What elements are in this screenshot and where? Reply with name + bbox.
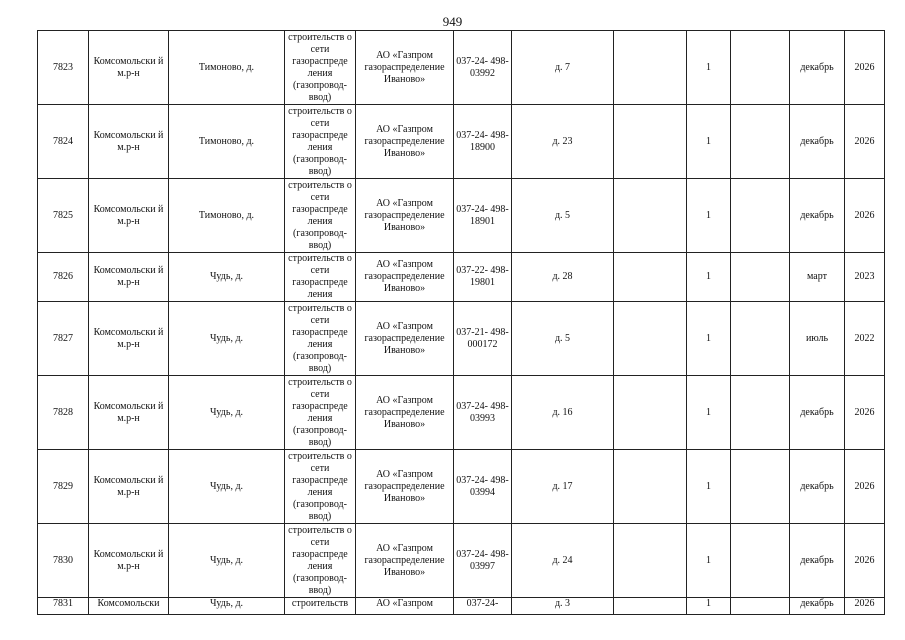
cell-num: 7825: [38, 179, 89, 253]
cell-year: 2026: [845, 376, 885, 450]
cell-c8: [614, 450, 687, 524]
cell-org: АО «Газпром газораспределение Иваново»: [356, 376, 454, 450]
table-row: [38, 598, 885, 615]
cell-qty: 1: [687, 302, 731, 376]
cell-c8: [614, 179, 687, 253]
table-row: [38, 376, 885, 450]
cell-district: Комсомольски й м.р-н: [89, 31, 169, 105]
cell-org: АО «Газпром газораспределение Иваново»: [356, 179, 454, 253]
cell-c10: [731, 376, 790, 450]
cell-month: июль: [790, 302, 845, 376]
cell-addr: д. 17: [512, 450, 614, 524]
cell-c10: [731, 302, 790, 376]
cell-c8: [614, 31, 687, 105]
cell-qty: 1: [687, 598, 731, 615]
cell-org: АО «Газпром газораспределение Иваново»: [356, 253, 454, 302]
cell-org: АО «Газпром газораспределение Иваново»: [356, 31, 454, 105]
cell-locality: Чудь, д.: [169, 376, 285, 450]
cell-year: 2026: [845, 31, 885, 105]
cell-code: 037-22- 498-19801: [454, 253, 512, 302]
cell-district: Комсомольски й м.р-н: [89, 376, 169, 450]
cell-year: 2026: [845, 179, 885, 253]
cell-addr: д. 28: [512, 253, 614, 302]
cell-code: 037-24- 498-03997: [454, 524, 512, 598]
cell-work: строительств о сети газораспреде ления (газопровод- ввод): [285, 376, 356, 450]
cell-year: 2022: [845, 302, 885, 376]
data-table: [37, 30, 885, 615]
cell-month: декабрь: [790, 598, 845, 615]
table-row: [38, 31, 885, 105]
cell-month: март: [790, 253, 845, 302]
cell-addr: д. 5: [512, 302, 614, 376]
cell-code: 037-24- 498-18900: [454, 105, 512, 179]
cell-month: декабрь: [790, 450, 845, 524]
cell-code: 037-24- 498-18901: [454, 179, 512, 253]
cell-month: декабрь: [790, 105, 845, 179]
cell-addr: д. 5: [512, 179, 614, 253]
table-row: [38, 524, 885, 598]
cell-year: 2026: [845, 524, 885, 598]
cell-c10: [731, 253, 790, 302]
cell-qty: 1: [687, 31, 731, 105]
cell-c10: [731, 598, 790, 615]
cell-qty: 1: [687, 105, 731, 179]
cell-locality: Чудь, д.: [169, 253, 285, 302]
cell-month: декабрь: [790, 179, 845, 253]
cell-year: 2026: [845, 105, 885, 179]
cell-year: 2026: [845, 450, 885, 524]
cell-locality: Тимоново, д.: [169, 105, 285, 179]
cell-month: декабрь: [790, 524, 845, 598]
cell-addr: д. 3: [512, 598, 614, 615]
cell-work: строительств о сети газораспреде ления (газопровод- ввод): [285, 524, 356, 598]
cell-work: строительств о сети газораспреде ления (газопровод- ввод): [285, 31, 356, 105]
cell-addr: д. 7: [512, 31, 614, 105]
cell-district: Комсомольски: [89, 598, 169, 615]
cell-c8: [614, 253, 687, 302]
cell-num: 7830: [38, 524, 89, 598]
cell-code: 037-24- 498-03993: [454, 376, 512, 450]
page-number: 949: [442, 14, 463, 29]
cell-code: 037-24-: [454, 598, 512, 615]
cell-num: 7826: [38, 253, 89, 302]
cell-num: 7828: [38, 376, 89, 450]
cell-c8: [614, 105, 687, 179]
cell-org: АО «Газпром газораспределение Иваново»: [356, 302, 454, 376]
table-row: [38, 253, 885, 302]
cell-org: АО «Газпром газораспределение Иваново»: [356, 524, 454, 598]
cell-num: 7829: [38, 450, 89, 524]
cell-qty: 1: [687, 524, 731, 598]
cell-c10: [731, 105, 790, 179]
cell-work: строительств: [285, 598, 356, 615]
cell-addr: д. 16: [512, 376, 614, 450]
cell-c8: [614, 598, 687, 615]
cell-year: 2026: [845, 598, 885, 615]
cell-month: декабрь: [790, 376, 845, 450]
table-row: [38, 302, 885, 376]
cell-num: 7823: [38, 31, 89, 105]
cell-c10: [731, 31, 790, 105]
cell-district: Комсомольски й м.р-н: [89, 302, 169, 376]
cell-org: АО «Газпром газораспределение Иваново»: [356, 105, 454, 179]
cell-year: 2023: [845, 253, 885, 302]
cell-work: строительств о сети газораспреде ления (газопровод- ввод): [285, 179, 356, 253]
cell-c10: [731, 524, 790, 598]
cell-c8: [614, 302, 687, 376]
cell-work: строительств о сети газораспреде ления: [285, 253, 356, 302]
cell-district: Комсомольски й м.р-н: [89, 253, 169, 302]
cell-c10: [731, 450, 790, 524]
cell-district: Комсомольски й м.р-н: [89, 450, 169, 524]
cell-c8: [614, 376, 687, 450]
table-row: [38, 179, 885, 253]
cell-org: АО «Газпром: [356, 598, 454, 615]
cell-work: строительств о сети газораспреде ления (газопровод- ввод): [285, 450, 356, 524]
cell-qty: 1: [687, 253, 731, 302]
cell-num: 7824: [38, 105, 89, 179]
table-row: [38, 450, 885, 524]
cell-qty: 1: [687, 376, 731, 450]
cell-num: 7827: [38, 302, 89, 376]
cell-locality: Чудь, д.: [169, 450, 285, 524]
cell-org: АО «Газпром газораспределение Иваново»: [356, 450, 454, 524]
cell-addr: д. 23: [512, 105, 614, 179]
cell-code: 037-24- 498-03992: [454, 31, 512, 105]
cell-num: 7831: [38, 598, 89, 615]
cell-qty: 1: [687, 450, 731, 524]
table-row: [38, 105, 885, 179]
cell-locality: Чудь, д.: [169, 302, 285, 376]
cell-locality: Тимоново, д.: [169, 179, 285, 253]
cell-code: 037-24- 498-03994: [454, 450, 512, 524]
cell-locality: Чудь, д.: [169, 598, 285, 615]
cell-c8: [614, 524, 687, 598]
cell-work: строительств о сети газораспреде ления (газопровод- ввод): [285, 302, 356, 376]
cell-district: Комсомольски й м.р-н: [89, 105, 169, 179]
cell-code: 037-21- 498- 000172: [454, 302, 512, 376]
cell-district: Комсомольски й м.р-н: [89, 179, 169, 253]
cell-qty: 1: [687, 179, 731, 253]
cell-locality: Чудь, д.: [169, 524, 285, 598]
cell-district: Комсомольски й м.р-н: [89, 524, 169, 598]
cell-c10: [731, 179, 790, 253]
cell-addr: д. 24: [512, 524, 614, 598]
cell-work: строительств о сети газораспреде ления (газопровод- ввод): [285, 105, 356, 179]
cell-month: декабрь: [790, 31, 845, 105]
cell-locality: Тимоново, д.: [169, 31, 285, 105]
